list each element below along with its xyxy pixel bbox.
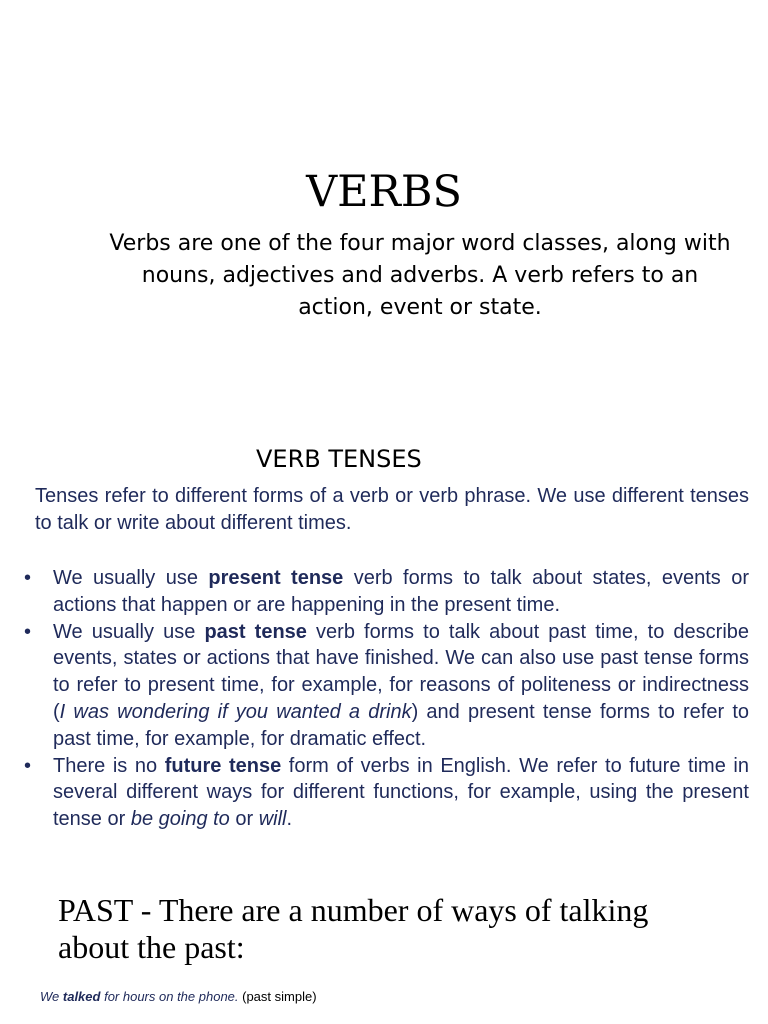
tenses-intro-paragraph: Tenses refer to different forms of a verb or verb phrase. We use different tenses to talk or write about different times. (35, 485, 749, 534)
intro-paragraph: Verbs are one of the four major word classes, along with nouns, adjectives and adverbs. A verb refers to an action, event or state. (109, 231, 731, 320)
past-heading: PAST - There are a number of ways of talking about the past: (58, 892, 649, 965)
list-item: • We usually use present tense verb forms to talk about states, events or actions that happen or are happening in the present time. (24, 567, 749, 616)
page-title: VERBS (306, 167, 462, 217)
italic-example: I was wondering if you wanted a drink (59, 700, 412, 723)
bullet-icon: • (24, 754, 32, 777)
italic-example: will (258, 808, 287, 831)
verb-tenses-heading: VERB TENSES (256, 445, 422, 473)
past-simple-example: We talked for hours on the phone. (past simple) (40, 989, 317, 1004)
bold-term: present tense (208, 567, 344, 589)
tenses-bullet-list (22, 565, 749, 833)
bold-term: past tense (204, 620, 307, 643)
tense-note: (past simple) (238, 989, 317, 1004)
bold-verb: talked (62, 989, 101, 1004)
italic-example: be going to (130, 808, 230, 831)
list-item: • There is no future tense form of verbs in English. We refer to future time in several different ways for different functions, for example, using the present tense or be going to or will. (24, 754, 749, 831)
bold-term: future tense (164, 754, 282, 777)
bullet-icon: • (24, 620, 32, 643)
bullet-icon: • (24, 567, 32, 589)
list-item: • We usually use past tense verb forms to talk about past time, to describe events, states or actions that have finished. We can also use past tense forms to refer to present time, for example, for reasons of politeness or indirectness (I was wondering if you wanted a drink) and present tense forms to refer to past time, for example, for dramatic effect. (24, 620, 750, 750)
